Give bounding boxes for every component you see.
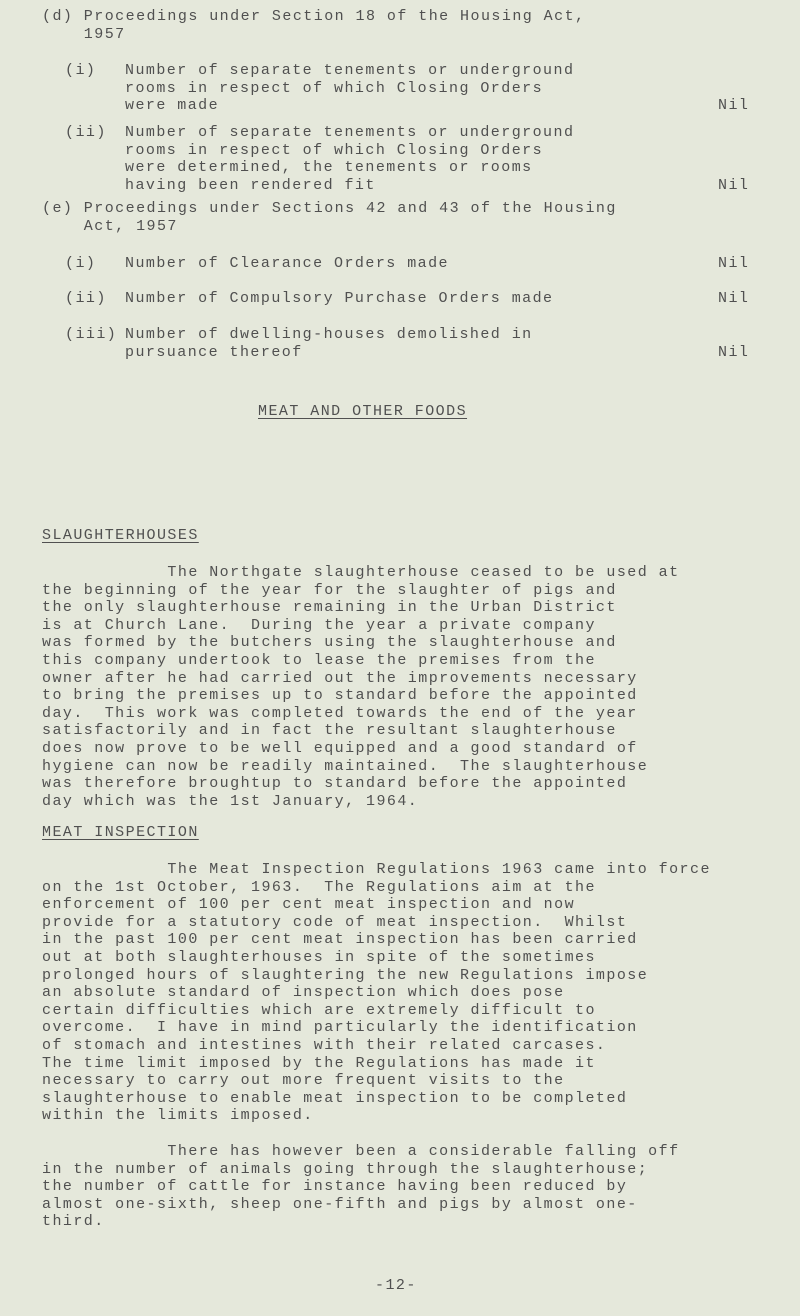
item-number: (iii)	[65, 326, 118, 343]
item-number: (ii)	[65, 124, 107, 141]
item-text: Number of dwelling-houses demolished in pursuance thereof	[125, 326, 533, 361]
item-value: Nil	[718, 290, 750, 307]
item-text: Number of Clearance Orders made	[125, 255, 449, 272]
item-value: Nil	[718, 177, 750, 194]
slaughterhouses-paragraph: The Northgate slaughterhouse ceased to be used at the beginning of the year for the slaughter of pigs and the only slaughterhouse remaining in the Urban District is at Church Lane. During the year a private company was formed by the butchers using the slaughterhouse and this company undertook to lease the premises from the owner after he had carried out the improvements necessary to bring the premises up to standard before the appointed day. This work was completed towards the end of the year satisfactorily and in fact the resultant slaughterhouse does now prove to be well equipped and a good standard of hygiene can now be readily maintained. The slaughterhouse was therefore broughtup to standard before the appointed day which was the 1st January, 1964.	[42, 564, 680, 810]
meat-inspection-paragraph: The Meat Inspection Regulations 1963 came into force on the 1st October, 1963. The Regulations aim at the enforcement of 100 per cent meat inspection and now provide for a statutory code of meat inspection. Whilst in the past 100 per cent meat inspection has been carried out at both slaughterhouses in spite of the sometimes prolonged hours of slaughtering the new Regulations impose an absolute standard of inspection which does pose certain difficulties which are extremely difficult to overcome. I have in mind particularly the identification of stomach and intestines with their related carcases. The time limit imposed by the Regulations has made it necessary to carry out more frequent visits to the slaughterhouse to enable meat inspection to be completed within the limits imposed.	[42, 861, 711, 1125]
main-heading: MEAT AND OTHER FOODS	[258, 403, 468, 420]
item-text: Number of separate tenements or underground rooms in respect of which Closing Orders were determined, the tenements or rooms having been rendered fit	[125, 124, 575, 194]
item-value: Nil	[718, 255, 750, 272]
item-value: Nil	[718, 344, 750, 361]
item-text: Number of Compulsory Purchase Orders made	[125, 290, 554, 307]
slaughterhouses-heading: SLAUGHTERHOUSES	[42, 527, 199, 544]
meat-inspection-paragraph: There has however been a considerable falling off in the number of animals going through the slaughterhouse; the number of cattle for instance having been reduced by almost one-sixth, sheep one-fifth and pigs by almost one- third.	[42, 1143, 680, 1231]
item-text: Number of separate tenements or underground rooms in respect of which Closing Orders were made	[125, 62, 575, 115]
item-value: Nil	[718, 97, 750, 114]
meat-inspection-heading: MEAT INSPECTION	[42, 824, 199, 841]
item-number: (i)	[65, 255, 97, 272]
page-number: -12-	[375, 1277, 417, 1294]
item-number: (i)	[65, 62, 97, 79]
item-number: (ii)	[65, 290, 107, 307]
section-e-heading: (e) Proceedings under Sections 42 and 43 of the Housing Act, 1957	[42, 200, 617, 235]
section-d-heading: (d) Proceedings under Section 18 of the Housing Act, 1957	[42, 8, 586, 43]
